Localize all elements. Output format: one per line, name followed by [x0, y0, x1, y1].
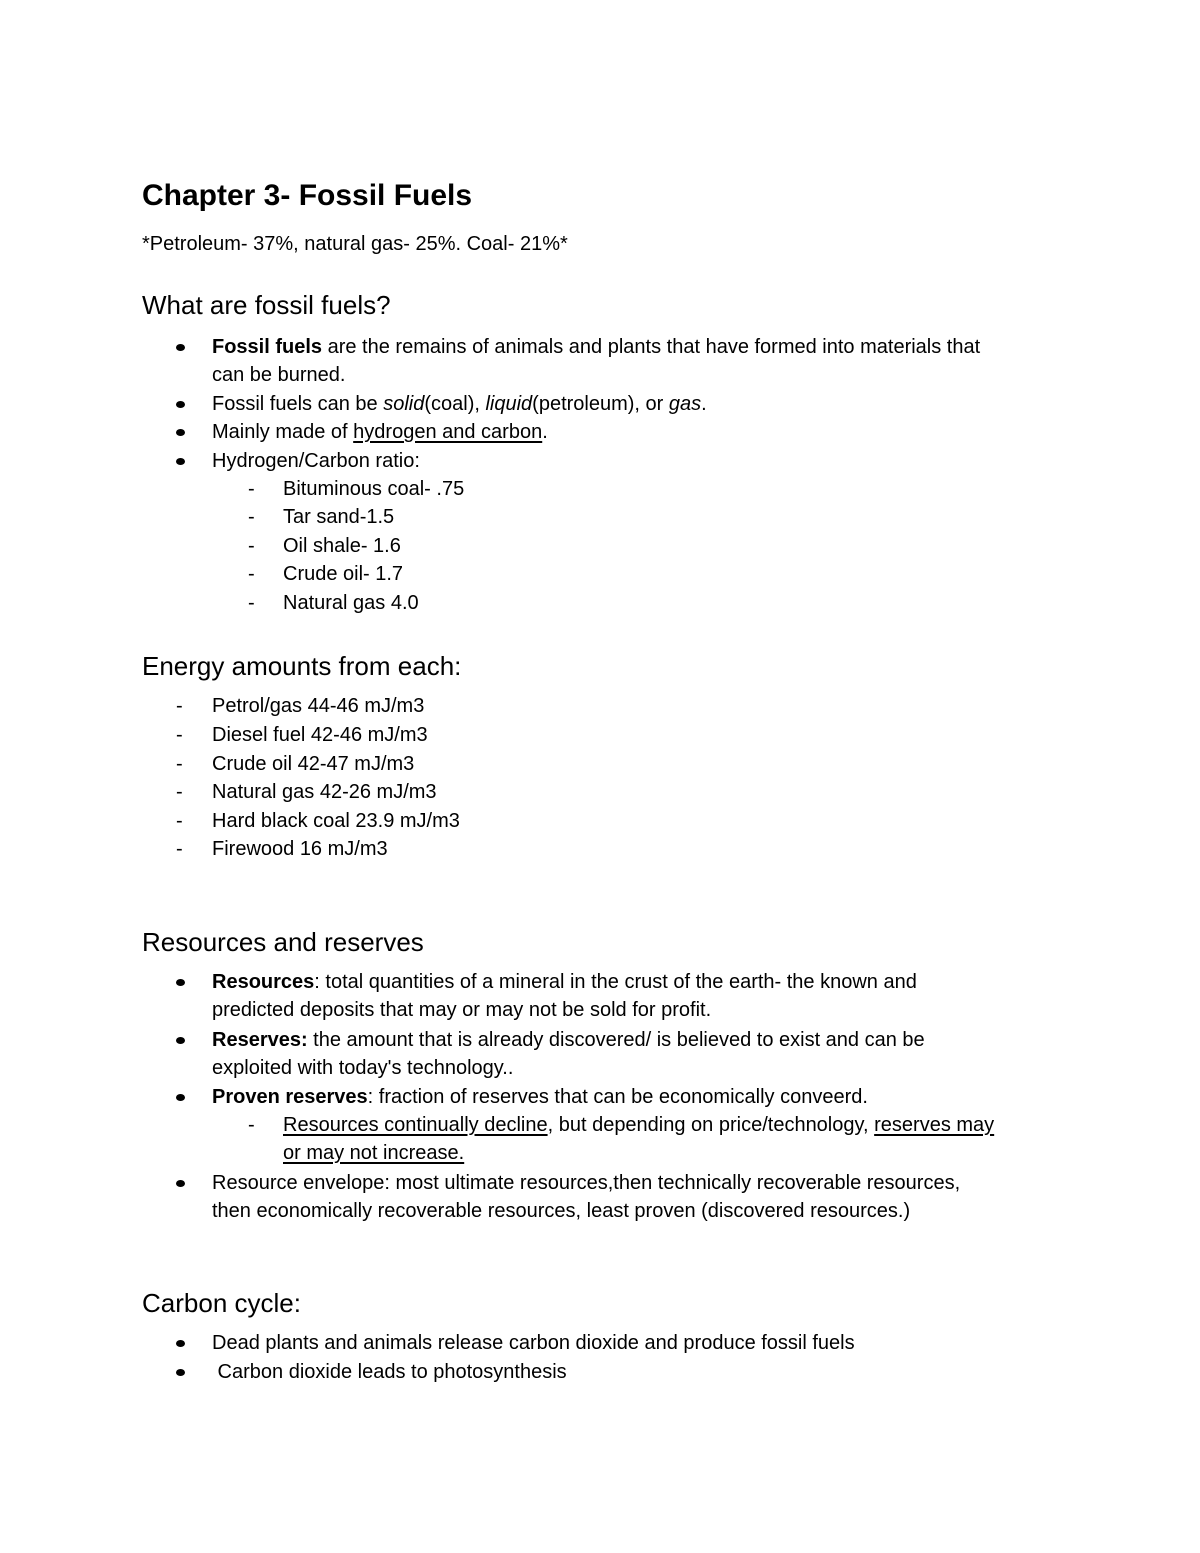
section-heading-what-are-fossil-fuels: What are fossil fuels?	[142, 290, 391, 320]
dash-marker: -	[176, 753, 183, 775]
list-item: Diesel fuel 42-46 mJ/m3	[212, 724, 428, 746]
list-item-continuation: exploited with today's technology..	[212, 1057, 514, 1079]
list-item: Fossil fuels are the remains of animals and plants that have formed into materials that	[212, 336, 981, 358]
dash-marker: -	[248, 563, 255, 585]
dash-marker: -	[176, 724, 183, 746]
sub-list-item: Oil shale- 1.6	[283, 535, 401, 557]
dash-marker: -	[248, 506, 255, 528]
list-item-continuation: then economically recoverable resources, least proven (discovered resources.)	[212, 1200, 911, 1222]
bullet-icon	[176, 1037, 185, 1044]
bullet-icon	[176, 429, 185, 436]
section-heading-carbon-cycle: Carbon cycle:	[142, 1288, 301, 1318]
list-item: Resource envelope: most ultimate resources,then technically recoverable resources,	[212, 1172, 961, 1194]
section-heading-energy-amounts: Energy amounts from each:	[142, 651, 462, 681]
bullet-icon	[176, 979, 185, 986]
bullet-icon	[176, 1369, 185, 1376]
dash-marker: -	[176, 695, 183, 717]
list-item: Fossil fuels can be solid(coal), liquid(petroleum), or gas.	[212, 393, 707, 415]
sub-list-item: Natural gas 4.0	[283, 592, 419, 614]
dash-marker: -	[248, 478, 255, 500]
list-item: Natural gas 42-26 mJ/m3	[212, 781, 437, 803]
list-item: Resources: total quantities of a mineral in the crust of the earth- the known and	[212, 971, 917, 993]
list-item: Hard black coal 23.9 mJ/m3	[212, 810, 460, 832]
list-item: Carbon dioxide leads to photosynthesis	[212, 1361, 567, 1383]
dash-marker: -	[248, 592, 255, 614]
bullet-icon	[176, 401, 185, 408]
dash-marker: -	[248, 535, 255, 557]
bullet-icon	[176, 1180, 185, 1187]
sub-list-item: Bituminous coal- .75	[283, 478, 465, 500]
list-item: Dead plants and animals release carbon dioxide and produce fossil fuels	[212, 1332, 855, 1354]
sub-list-item: Tar sand-1.5	[283, 506, 395, 528]
bullet-icon	[176, 344, 185, 351]
sub-list-item-continuation: or may not increase.	[283, 1142, 465, 1164]
page-title: Chapter 3- Fossil Fuels	[142, 179, 473, 212]
list-item: Reserves: the amount that is already discovered/ is believed to exist and can be	[212, 1029, 925, 1051]
dash-marker: -	[176, 838, 183, 860]
list-item: Petrol/gas 44-46 mJ/m3	[212, 695, 425, 717]
dash-marker: -	[248, 1114, 255, 1136]
list-item: Hydrogen/Carbon ratio:	[212, 450, 420, 472]
section-heading-resources-reserves: Resources and reserves	[142, 927, 424, 957]
bullet-icon	[176, 458, 185, 465]
bullet-icon	[176, 1094, 185, 1101]
sub-list-item: Resources continually decline, but depending on price/technology, reserves may	[283, 1114, 995, 1136]
bullet-icon	[176, 1340, 185, 1347]
sub-list-item: Crude oil- 1.7	[283, 563, 404, 585]
list-item: Crude oil 42-47 mJ/m3	[212, 753, 415, 775]
subtitle: *Petroleum- 37%, natural gas- 25%. Coal- 21%*	[142, 233, 568, 255]
list-item: Firewood 16 mJ/m3	[212, 838, 388, 860]
list-item-continuation: predicted deposits that may or may not be sold for profit.	[212, 999, 712, 1021]
dash-marker: -	[176, 810, 183, 832]
dash-marker: -	[176, 781, 183, 803]
list-item: Proven reserves: fraction of reserves that can be economically conveerd.	[212, 1086, 868, 1108]
list-item-continuation: can be burned.	[212, 364, 346, 386]
list-item: Mainly made of hydrogen and carbon.	[212, 421, 548, 443]
